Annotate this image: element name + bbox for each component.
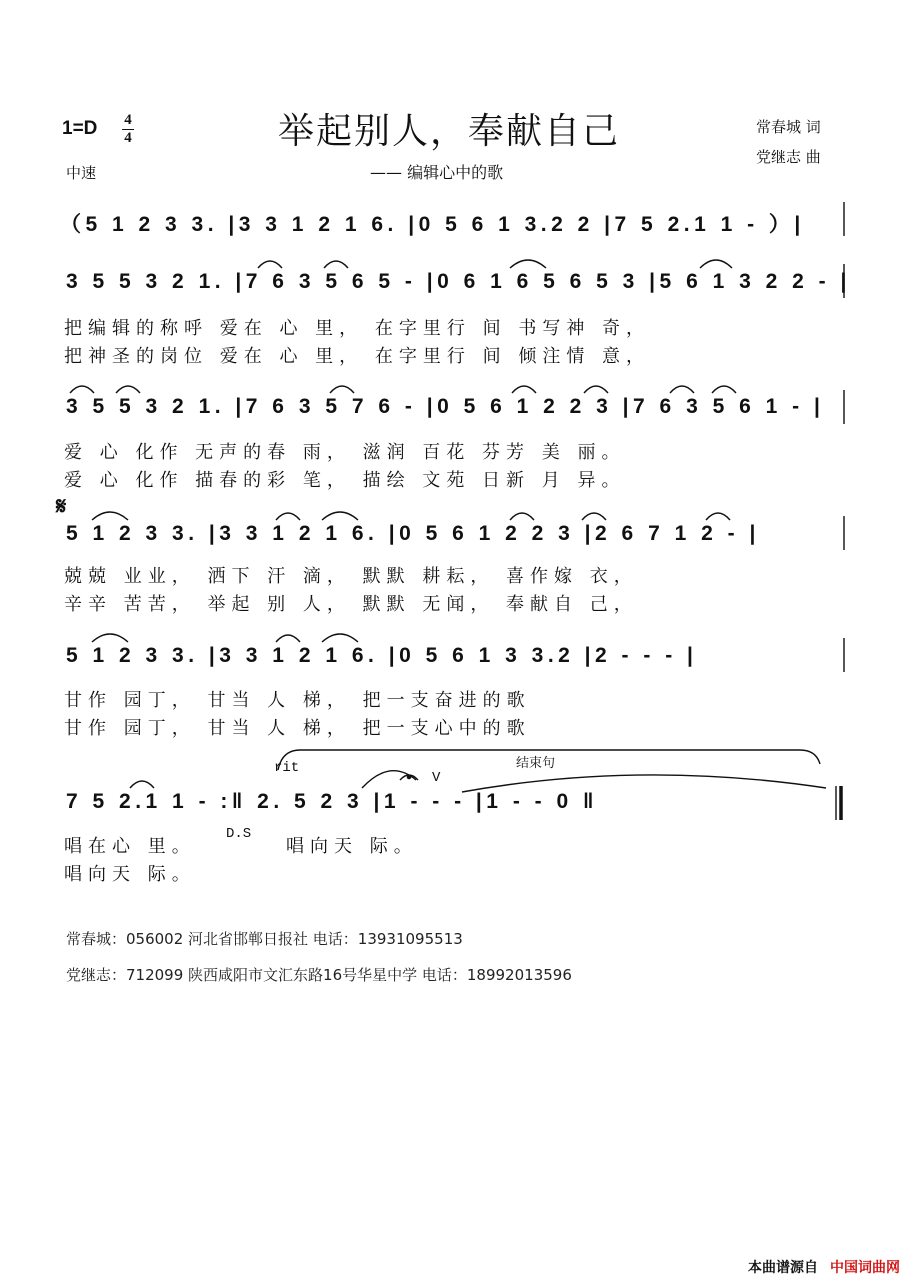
- ending-label: 结束句: [516, 756, 556, 771]
- lyric-row-5-verse-1: 甘作 园丁， 甘当 人 梯， 把一支奋进的歌: [64, 690, 531, 711]
- lyric-row-6-c: 唱向天 际。: [64, 864, 196, 885]
- contact-composer: 党继志：712099 陕西咸阳市文汇东路16号华星中学 电话：18992013596: [66, 966, 572, 984]
- song-subtitle: —— 编辑心中的歌: [370, 163, 504, 182]
- lyric-row-4-verse-1: 兢兢 业业， 洒下 汗 滴， 默默 耕耘， 喜作嫁 衣，: [64, 566, 638, 587]
- slur: [584, 386, 608, 393]
- fermata-dot: [407, 775, 410, 778]
- notation-row-2: 3 5 5 3 2 1. |7 6 3 5 6 5 - |0 6 1 6 5 6 5 3 |5 6 1 3 2 2 - |: [66, 270, 851, 293]
- composer-credit: 党继志 曲: [756, 148, 821, 166]
- slur: [330, 386, 354, 393]
- lyric-row-3-verse-1: 爱 心 化作 无声的春 雨， 滋润 百花 芬芳 美 丽。: [64, 442, 626, 463]
- source-site-link[interactable]: 中国词曲网: [830, 1260, 900, 1276]
- lyric-row-2-verse-2: 把神圣的岗位 爱在 心 里， 在字里行 间 倾注情 意，: [64, 346, 651, 367]
- lyric-row-3-verse-2: 爱 心 化作 描春的彩 笔， 描绘 文苑 日新 月 异。: [64, 470, 626, 491]
- slur: [322, 634, 358, 642]
- slur: [512, 386, 536, 393]
- lyric-row-6-b: 唱向天 际。: [286, 836, 418, 857]
- slur: [324, 261, 348, 268]
- slur: [670, 386, 694, 393]
- ds-marking: D.S: [226, 826, 252, 842]
- slur: [116, 386, 140, 393]
- contact-lyricist: 常春城：056002 河北省邯郸日报社 电话：13931095513: [66, 930, 463, 948]
- lyric-row-6-a: 唱在心 里。: [64, 836, 196, 857]
- time-signature: 4 4: [122, 112, 134, 146]
- segno-sign: 𝄋: [56, 492, 67, 520]
- tempo-marking: 中速: [66, 164, 97, 182]
- slur: [130, 781, 154, 788]
- notation-row-1: （5 1 2 3 3. |3 3 1 2 1 6. |0 5 6 1 3.2 2 |7 5 2.1 1 - ）|: [60, 213, 805, 236]
- slur: [362, 771, 416, 788]
- key-signature: 1=D: [62, 118, 98, 139]
- lyric-row-2-verse-1: 把编辑的称呼 爱在 心 里， 在字里行 间 书写神 奇，: [64, 318, 651, 339]
- breath-mark: V: [432, 770, 441, 786]
- slur: [92, 634, 128, 642]
- slur: [510, 260, 546, 268]
- slur: [70, 386, 94, 393]
- slur: [322, 512, 358, 520]
- slur: [582, 513, 606, 520]
- ending-slur: [462, 775, 826, 792]
- slur: [276, 513, 300, 520]
- slur: [92, 512, 128, 520]
- slur: [258, 261, 282, 268]
- notation-row-5: 5 1 2 3 3. |3 3 1 2 1 6. |0 5 6 1 3 3.2 |2 - - - |: [66, 644, 698, 667]
- slur: [700, 260, 732, 268]
- slur: [276, 635, 300, 642]
- lyric-row-5-verse-2: 甘作 园丁， 甘当 人 梯， 把一支心中的歌: [64, 718, 531, 739]
- source-label: 本曲谱源自: [748, 1260, 818, 1276]
- notation-row-3: 3 5 5 3 2 1. |7 6 3 5 7 6 - |0 5 6 1 2 2 3 |7 6 3 5 6 1 - |: [66, 395, 825, 418]
- notation-row-4: 5 1 2 3 3. |3 3 1 2 1 6. |0 5 6 1 2 2 3 |2 6 7 1 2 - |: [66, 522, 760, 545]
- slur: [706, 513, 730, 520]
- song-title: 举起别人，奉献自己: [278, 111, 621, 152]
- rit-bracket: [278, 750, 820, 770]
- lyricist-credit: 常春城 词: [756, 118, 821, 136]
- rit-marking: rit: [274, 760, 300, 776]
- slur: [712, 386, 736, 393]
- notation-row-6: 7 5 2.1 1 - :‖ 2. 5 2 3 |1 - - - |1 - - 0 ‖: [66, 790, 598, 813]
- slur: [510, 513, 534, 520]
- lyric-row-4-verse-2: 辛辛 苦苦， 举起 别 人， 默默 无闻， 奉献自 己，: [64, 594, 638, 615]
